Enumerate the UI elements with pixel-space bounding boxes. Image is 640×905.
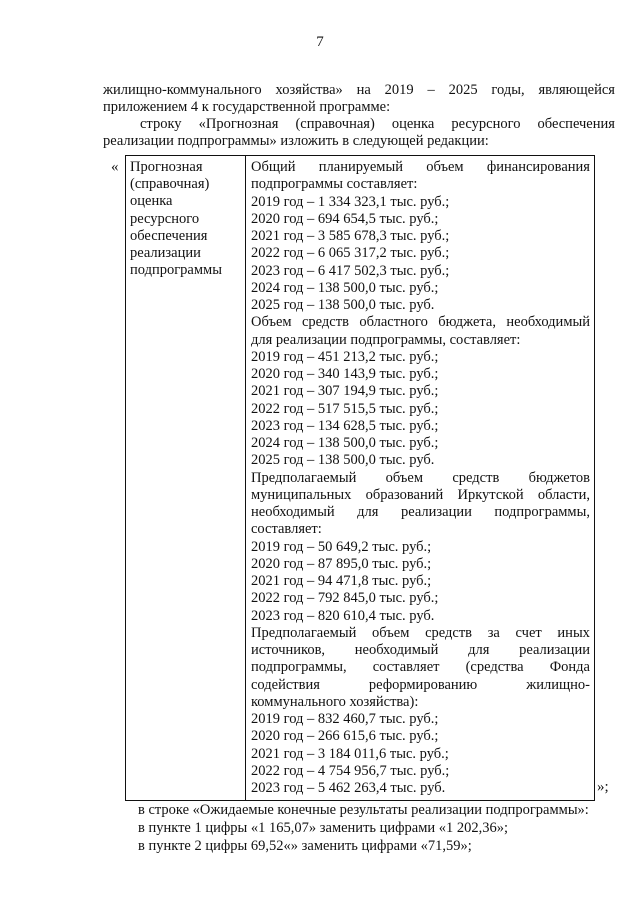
text-line: составляет:	[251, 521, 322, 538]
text-word: подпрограммы,	[251, 659, 347, 676]
text-word: за	[487, 624, 500, 641]
outro-line-1: в строке «Ожидаемые конечные результаты реализации подпрограммы»:	[138, 802, 589, 818]
text-word: Общий	[251, 159, 296, 175]
year-amount-line: 2022 год – 4 754 956,7 тыс. руб.;	[251, 762, 450, 779]
text-word: объем	[385, 469, 424, 486]
year-amount-line: 2024 год – 138 500,0 тыс. руб.;	[251, 435, 439, 451]
label-line: реализации	[130, 245, 201, 262]
year-amount-line: 2019 год – 50 649,2 тыс. руб.;	[251, 538, 432, 555]
year-amount-line: 2019 год – 451 213,2 тыс. руб.;	[251, 348, 439, 365]
label-line: (справочная)	[130, 176, 210, 193]
year-amount-line: 2022 год – 792 845,0 тыс. руб.;	[251, 590, 439, 607]
text-line	[251, 642, 590, 659]
intro-word: 2019	[384, 82, 414, 98]
label-line: обеспечения	[130, 227, 208, 244]
closing-quote: »;	[597, 779, 609, 795]
year-amount-line: 2020 год – 266 615,6 тыс. руб.;	[251, 728, 439, 745]
intro-word: –	[427, 82, 435, 98]
year-amount-line: 2025 год – 138 500,0 тыс. руб.	[251, 297, 435, 313]
outro-line-2: в пункте 1 цифры «1 165,07» заменить цифрами «1 202,36»;	[138, 820, 509, 836]
text-line	[251, 314, 590, 331]
intro-line-1	[103, 82, 615, 99]
year-amount-line: 2023 год – 6 417 502,3 тыс. руб.;	[251, 262, 450, 279]
text-line	[251, 159, 590, 176]
intro-word: ресурсного	[451, 116, 521, 132]
year-amount-line: 2019 год – 832 460,7 тыс. руб.;	[251, 711, 439, 727]
text-word: реализации	[519, 642, 590, 658]
resource-table	[125, 155, 595, 801]
text-word: источников,	[251, 642, 326, 658]
text-word: объем	[372, 624, 410, 641]
year-amount-line: 2020 год – 87 895,0 тыс. руб.;	[251, 555, 432, 572]
intro-line-3	[140, 116, 615, 133]
text-line	[251, 487, 590, 504]
opening-quote: «	[111, 159, 119, 175]
year-amount-line: 2019 год – 1 334 323,1 тыс. руб.;	[251, 193, 450, 210]
text-line: для реализации подпрограммы, составляет:	[251, 331, 521, 348]
intro-word: обеспечения	[537, 116, 615, 132]
year-amount-line: 2025 год – 138 500,0 тыс. руб.	[251, 452, 435, 469]
text-word: Объем	[251, 314, 292, 331]
text-word: Иркутской	[457, 486, 524, 503]
text-word: объем	[426, 159, 464, 175]
text-word: области,	[537, 486, 590, 503]
text-word: иных	[557, 624, 590, 641]
year-amount-line: 2020 год – 340 143,9 тыс. руб.;	[251, 366, 439, 382]
text-word: подпрограммы,	[494, 504, 590, 520]
year-amount-line: 2023 год – 820 610,4 тыс. руб.	[251, 607, 435, 624]
page-number: 7	[316, 34, 324, 50]
text-word: областного	[359, 314, 428, 331]
text-word: реализации	[400, 504, 472, 520]
label-line: оценка	[130, 193, 173, 210]
text-line	[251, 625, 590, 642]
intro-word: 2025	[448, 82, 478, 98]
text-word: средств	[452, 469, 500, 486]
label-line: подпрограммы	[130, 262, 222, 279]
text-word: счет	[515, 624, 542, 641]
text-word: Предполагаемый	[251, 624, 357, 641]
intro-word: «Прогнозная	[198, 116, 279, 132]
table-value-cell	[246, 156, 594, 800]
text-word: финансирования	[486, 159, 590, 175]
label-line: Прогнозная	[130, 159, 203, 175]
text-line	[251, 470, 590, 487]
year-amount-line: 2023 год – 134 628,5 тыс. руб.;	[251, 417, 439, 434]
label-line: ресурсного	[130, 210, 200, 227]
text-word: Предполагаемый	[251, 469, 357, 486]
intro-word: оценка	[391, 116, 435, 132]
year-amount-line: 2022 год – 6 065 317,2 тыс. руб.;	[251, 245, 450, 262]
year-amount-line: 2021 год – 3 585 678,3 тыс. руб.;	[251, 228, 450, 244]
text-word: образований	[365, 486, 444, 503]
intro-word: на	[356, 82, 371, 98]
year-amount-line: 2021 год – 307 194,9 тыс. руб.;	[251, 383, 439, 400]
text-word: средств	[302, 314, 349, 331]
text-word: реформированию	[368, 676, 478, 693]
text-word: для	[468, 642, 490, 658]
text-word: (средства	[465, 659, 524, 676]
year-amount-line: 2023 год – 5 462 263,4 тыс. руб.	[251, 780, 446, 796]
text-word: необходимый	[251, 504, 335, 520]
intro-word: являющейся	[538, 82, 615, 98]
text-line	[251, 504, 590, 521]
intro-word: годы,	[491, 82, 525, 98]
text-word: планируемый	[318, 159, 403, 175]
intro-word: хозяйства»	[275, 82, 343, 98]
text-line: подпрограммы составляет:	[251, 176, 418, 193]
text-word: для	[357, 504, 379, 520]
text-line: коммунального хозяйства):	[251, 693, 419, 710]
intro-word: строку	[140, 116, 182, 132]
table-label-cell	[126, 156, 246, 800]
text-word: муниципальных	[251, 486, 352, 503]
text-word: содействия	[251, 676, 320, 693]
text-word: бюджетов	[528, 469, 590, 486]
text-word: составляет	[372, 659, 440, 676]
year-amount-line: 2021 год – 94 471,8 тыс. руб.;	[251, 573, 432, 589]
intro-word: жилищно-коммунального	[103, 82, 262, 98]
text-line	[251, 659, 590, 676]
outro-line-3: в пункте 2 цифры 69,52«» заменить цифрами «71,59»;	[138, 838, 472, 854]
text-word: необходимый	[354, 642, 439, 658]
intro-line-4: реализации подпрограммы» изложить в следующей редакции:	[103, 133, 489, 149]
text-line	[251, 677, 590, 694]
year-amount-line: 2022 год – 517 515,5 тыс. руб.;	[251, 400, 439, 417]
year-amount-line: 2020 год – 694 654,5 тыс. руб.;	[251, 210, 439, 227]
text-word: средств	[425, 624, 473, 641]
text-word: бюджета,	[438, 314, 496, 331]
year-amount-line: 2021 год – 3 184 011,6 тыс. руб.;	[251, 745, 449, 762]
text-word: необходимый	[506, 314, 590, 331]
year-amount-line: 2024 год – 138 500,0 тыс. руб.;	[251, 279, 439, 296]
intro-word: (справочная)	[295, 116, 375, 132]
text-word: Фонда	[549, 659, 590, 676]
text-word: жилищно-	[526, 676, 590, 693]
intro-line-2: приложением 4 к государственной программе:	[103, 99, 391, 115]
